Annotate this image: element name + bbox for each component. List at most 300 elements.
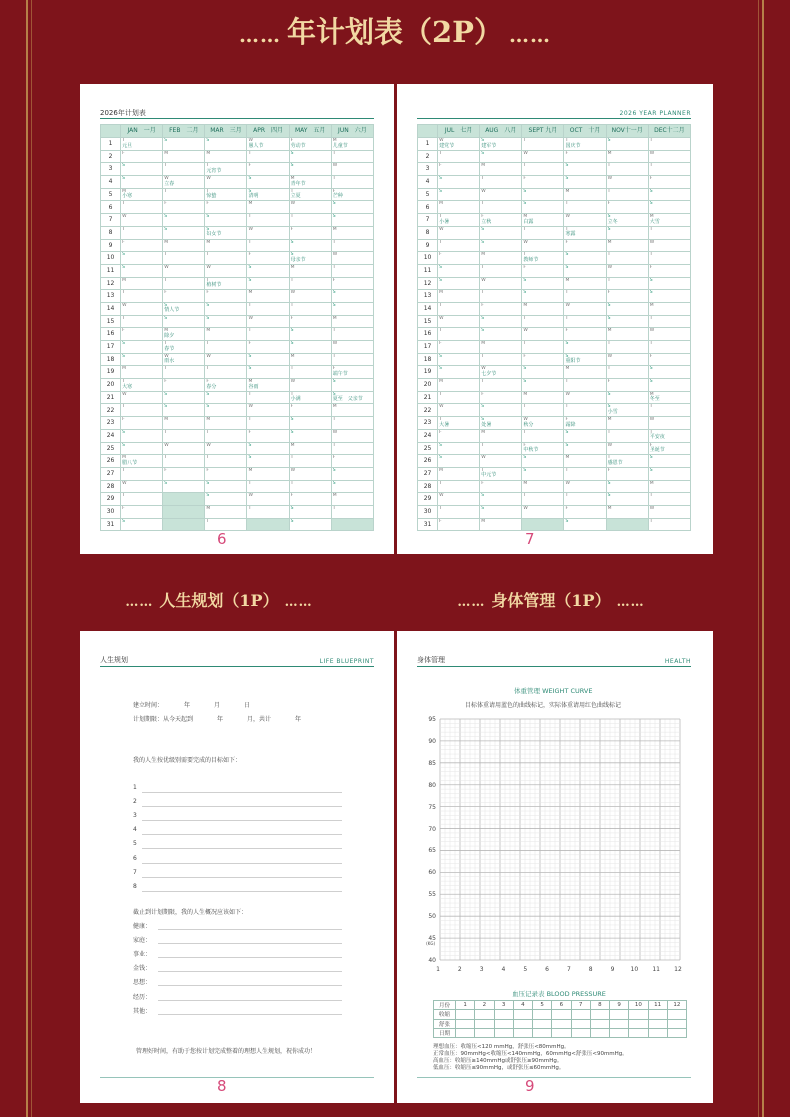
calendar-day-cell[interactable] [247,455,289,468]
calendar-day-cell[interactable] [480,455,522,468]
calendar-day-cell[interactable] [480,493,522,506]
calendar-day-cell[interactable] [121,442,163,455]
calendar-day-cell[interactable] [606,201,648,214]
calendar-day-cell[interactable] [522,315,564,328]
calendar-day-cell[interactable] [522,493,564,506]
calendar-day-cell[interactable] [564,341,606,354]
calendar-day-cell[interactable] [564,366,606,379]
calendar-day-cell[interactable] [648,417,690,430]
calendar-day-cell[interactable] [564,518,606,531]
calendar-day-cell[interactable] [289,214,331,227]
calendar-day-cell[interactable] [438,429,480,442]
calendar-day-cell[interactable] [648,455,690,468]
calendar-day-cell[interactable] [163,328,205,341]
calendar-day-cell[interactable] [163,290,205,303]
calendar-day-cell[interactable] [564,455,606,468]
calendar-day-cell[interactable] [163,302,205,315]
calendar-day-cell[interactable] [331,366,373,379]
calendar-day-cell[interactable] [564,315,606,328]
calendar-day-cell[interactable] [438,467,480,480]
calendar-day-cell[interactable] [247,353,289,366]
calendar-day-cell[interactable] [480,163,522,176]
calendar-day-cell[interactable] [522,353,564,366]
calendar-day-cell[interactable] [606,417,648,430]
calendar-day-cell[interactable] [331,239,373,252]
calendar-day-cell[interactable] [564,239,606,252]
calendar-day-cell[interactable] [648,150,690,163]
calendar-day-cell[interactable] [331,176,373,189]
calendar-day-cell[interactable] [121,404,163,417]
calendar-day-cell[interactable] [121,201,163,214]
calendar-day-cell[interactable] [606,290,648,303]
calendar-day-cell[interactable] [163,188,205,201]
calendar-day-cell[interactable] [522,455,564,468]
bp-entry-cell[interactable] [494,1028,513,1037]
calendar-day-cell[interactable] [289,290,331,303]
calendar-day-cell[interactable] [247,442,289,455]
calendar-day-cell[interactable] [564,176,606,189]
calendar-day-cell[interactable] [564,379,606,392]
calendar-day-cell[interactable] [438,480,480,493]
bp-entry-cell[interactable] [456,1010,475,1019]
calendar-day-cell[interactable] [331,328,373,341]
calendar-day-cell[interactable] [606,214,648,227]
calendar-day-cell[interactable] [205,150,247,163]
calendar-day-cell[interactable] [163,315,205,328]
calendar-day-cell[interactable] [331,264,373,277]
calendar-day-cell[interactable] [648,264,690,277]
calendar-day-cell[interactable] [522,328,564,341]
calendar-day-cell[interactable] [606,188,648,201]
calendar-day-cell[interactable] [163,239,205,252]
calendar-day-cell[interactable] [648,176,690,189]
calendar-day-cell[interactable] [247,379,289,392]
calendar-day-cell[interactable] [480,277,522,290]
calendar-day-cell[interactable] [564,290,606,303]
calendar-day-cell[interactable] [205,518,247,531]
calendar-day-cell[interactable] [289,429,331,442]
calendar-day-cell[interactable] [331,480,373,493]
calendar-day-cell[interactable] [121,455,163,468]
calendar-day-cell[interactable] [289,518,331,531]
calendar-day-cell[interactable] [438,226,480,239]
calendar-day-cell[interactable] [648,163,690,176]
calendar-day-cell[interactable] [121,277,163,290]
calendar-day-cell[interactable] [247,404,289,417]
calendar-day-cell[interactable] [205,264,247,277]
calendar-day-cell[interactable] [247,226,289,239]
calendar-day-cell[interactable] [205,315,247,328]
calendar-day-cell[interactable] [648,239,690,252]
calendar-day-cell[interactable] [289,366,331,379]
calendar-day-cell[interactable] [606,518,648,531]
calendar-day-cell[interactable] [121,417,163,430]
calendar-day-cell[interactable] [247,277,289,290]
calendar-day-cell[interactable] [331,315,373,328]
bp-entry-cell[interactable] [571,1028,590,1037]
calendar-day-cell[interactable] [648,493,690,506]
bp-entry-cell[interactable] [648,1019,667,1028]
calendar-day-cell[interactable] [289,188,331,201]
calendar-day-cell[interactable] [480,417,522,430]
calendar-day-cell[interactable] [163,493,205,506]
calendar-day-cell[interactable] [331,429,373,442]
calendar-day-cell[interactable] [163,341,205,354]
calendar-day-cell[interactable] [205,163,247,176]
calendar-day-cell[interactable] [163,429,205,442]
calendar-day-cell[interactable] [331,493,373,506]
calendar-day-cell[interactable] [438,379,480,392]
calendar-day-cell[interactable] [480,226,522,239]
calendar-day-cell[interactable] [289,252,331,265]
calendar-day-cell[interactable] [121,518,163,531]
calendar-day-cell[interactable] [121,391,163,404]
calendar-day-cell[interactable] [289,302,331,315]
calendar-day-cell[interactable] [480,315,522,328]
calendar-day-cell[interactable] [163,176,205,189]
calendar-day-cell[interactable] [121,302,163,315]
calendar-day-cell[interactable] [121,379,163,392]
calendar-day-cell[interactable] [564,505,606,518]
calendar-day-cell[interactable] [606,341,648,354]
calendar-day-cell[interactable] [438,518,480,531]
calendar-day-cell[interactable] [606,163,648,176]
calendar-day-cell[interactable] [121,328,163,341]
calendar-day-cell[interactable] [606,252,648,265]
calendar-day-cell[interactable] [121,353,163,366]
calendar-day-cell[interactable] [247,417,289,430]
calendar-day-cell[interactable] [247,341,289,354]
bp-entry-cell[interactable] [590,1010,609,1019]
calendar-day-cell[interactable] [205,290,247,303]
calendar-day-cell[interactable] [205,252,247,265]
calendar-day-cell[interactable] [163,518,205,531]
calendar-day-cell[interactable] [606,353,648,366]
bp-entry-cell[interactable] [571,1019,590,1028]
calendar-day-cell[interactable] [163,353,205,366]
calendar-day-cell[interactable] [648,277,690,290]
calendar-day-cell[interactable] [247,493,289,506]
calendar-day-cell[interactable] [289,404,331,417]
calendar-day-cell[interactable] [522,201,564,214]
calendar-day-cell[interactable] [648,391,690,404]
calendar-day-cell[interactable] [247,252,289,265]
calendar-day-cell[interactable] [121,188,163,201]
calendar-day-cell[interactable] [564,480,606,493]
calendar-day-cell[interactable] [522,518,564,531]
calendar-day-cell[interactable] [289,442,331,455]
calendar-day-cell[interactable] [247,518,289,531]
calendar-day-cell[interactable] [606,404,648,417]
calendar-day-cell[interactable] [331,404,373,417]
calendar-day-cell[interactable] [121,252,163,265]
calendar-day-cell[interactable] [438,201,480,214]
calendar-day-cell[interactable] [205,505,247,518]
calendar-day-cell[interactable] [438,302,480,315]
calendar-day-cell[interactable] [438,252,480,265]
life-aspect-line[interactable] [158,1014,342,1015]
calendar-day-cell[interactable] [163,480,205,493]
calendar-day-cell[interactable] [121,176,163,189]
calendar-day-cell[interactable] [121,467,163,480]
calendar-day-cell[interactable] [480,341,522,354]
calendar-day-cell[interactable] [522,429,564,442]
calendar-day-cell[interactable] [247,328,289,341]
calendar-day-cell[interactable] [289,163,331,176]
calendar-day-cell[interactable] [522,379,564,392]
calendar-day-cell[interactable] [606,302,648,315]
calendar-day-cell[interactable] [522,163,564,176]
calendar-day-cell[interactable] [606,176,648,189]
calendar-day-cell[interactable] [480,264,522,277]
calendar-day-cell[interactable] [205,277,247,290]
calendar-day-cell[interactable] [606,328,648,341]
calendar-day-cell[interactable] [331,467,373,480]
calendar-day-cell[interactable] [121,315,163,328]
calendar-day-cell[interactable] [564,252,606,265]
calendar-day-cell[interactable] [564,163,606,176]
calendar-day-cell[interactable] [606,315,648,328]
calendar-day-cell[interactable] [247,315,289,328]
calendar-day-cell[interactable] [480,442,522,455]
calendar-day-cell[interactable] [205,391,247,404]
calendar-day-cell[interactable] [163,226,205,239]
calendar-day-cell[interactable] [438,404,480,417]
calendar-day-cell[interactable] [564,404,606,417]
calendar-day-cell[interactable] [648,379,690,392]
calendar-day-cell[interactable] [289,328,331,341]
calendar-day-cell[interactable] [331,353,373,366]
calendar-day-cell[interactable] [438,264,480,277]
calendar-day-cell[interactable] [564,467,606,480]
calendar-day-cell[interactable] [522,302,564,315]
calendar-day-cell[interactable] [289,150,331,163]
calendar-day-cell[interactable] [121,480,163,493]
bp-entry-cell[interactable] [648,1028,667,1037]
calendar-day-cell[interactable] [205,188,247,201]
calendar-day-cell[interactable] [331,442,373,455]
calendar-day-cell[interactable] [438,455,480,468]
life-aspect-line[interactable] [158,985,342,986]
life-aspect-line[interactable] [158,957,342,958]
calendar-day-cell[interactable] [331,341,373,354]
calendar-day-cell[interactable] [205,239,247,252]
calendar-day-cell[interactable] [480,366,522,379]
calendar-day-cell[interactable] [564,150,606,163]
calendar-day-cell[interactable] [289,480,331,493]
bp-entry-cell[interactable] [610,1010,629,1019]
calendar-day-cell[interactable] [205,176,247,189]
calendar-day-cell[interactable] [247,163,289,176]
calendar-day-cell[interactable] [121,366,163,379]
calendar-day-cell[interactable] [480,505,522,518]
goal-line[interactable] [142,820,342,821]
calendar-day-cell[interactable] [205,328,247,341]
calendar-day-cell[interactable] [205,379,247,392]
bp-entry-cell[interactable] [475,1019,494,1028]
calendar-day-cell[interactable] [564,201,606,214]
calendar-day-cell[interactable] [480,214,522,227]
calendar-day-cell[interactable] [606,379,648,392]
life-aspect-line[interactable] [158,943,342,944]
calendar-day-cell[interactable] [522,290,564,303]
calendar-day-cell[interactable] [648,353,690,366]
calendar-day-cell[interactable] [163,455,205,468]
calendar-day-cell[interactable] [564,417,606,430]
calendar-day-cell[interactable] [331,163,373,176]
calendar-day-cell[interactable] [522,480,564,493]
calendar-day-cell[interactable] [480,353,522,366]
calendar-day-cell[interactable] [648,328,690,341]
calendar-day-cell[interactable] [331,455,373,468]
bp-entry-cell[interactable] [590,1028,609,1037]
calendar-day-cell[interactable] [247,429,289,442]
calendar-day-cell[interactable] [205,480,247,493]
calendar-day-cell[interactable] [205,417,247,430]
calendar-day-cell[interactable] [648,252,690,265]
calendar-day-cell[interactable] [331,188,373,201]
calendar-day-cell[interactable] [247,467,289,480]
calendar-day-cell[interactable] [606,150,648,163]
calendar-day-cell[interactable] [522,176,564,189]
calendar-day-cell[interactable] [480,518,522,531]
calendar-day-cell[interactable] [289,239,331,252]
calendar-day-cell[interactable] [522,239,564,252]
calendar-day-cell[interactable] [331,417,373,430]
calendar-day-cell[interactable] [648,201,690,214]
calendar-day-cell[interactable] [289,505,331,518]
calendar-day-cell[interactable] [522,214,564,227]
goal-line[interactable] [142,834,342,835]
calendar-day-cell[interactable] [606,226,648,239]
bp-entry-cell[interactable] [552,1010,571,1019]
calendar-day-cell[interactable] [522,366,564,379]
calendar-day-cell[interactable] [522,391,564,404]
calendar-day-cell[interactable] [438,214,480,227]
bp-entry-cell[interactable] [667,1010,686,1019]
calendar-day-cell[interactable] [438,138,480,151]
calendar-day-cell[interactable] [163,442,205,455]
calendar-day-cell[interactable] [648,302,690,315]
calendar-day-cell[interactable] [205,455,247,468]
bp-entry-cell[interactable] [533,1019,552,1028]
calendar-day-cell[interactable] [331,226,373,239]
calendar-day-cell[interactable] [205,226,247,239]
calendar-day-cell[interactable] [163,505,205,518]
calendar-day-cell[interactable] [522,341,564,354]
calendar-day-cell[interactable] [163,366,205,379]
life-aspect-line[interactable] [158,971,342,972]
calendar-day-cell[interactable] [606,366,648,379]
calendar-day-cell[interactable] [247,138,289,151]
calendar-day-cell[interactable] [480,252,522,265]
calendar-day-cell[interactable] [648,467,690,480]
bp-entry-cell[interactable] [648,1010,667,1019]
calendar-day-cell[interactable] [522,138,564,151]
calendar-day-cell[interactable] [564,214,606,227]
goal-line[interactable] [142,863,342,864]
calendar-day-cell[interactable] [205,353,247,366]
calendar-day-cell[interactable] [438,277,480,290]
calendar-day-cell[interactable] [121,239,163,252]
calendar-day-cell[interactable] [331,505,373,518]
calendar-day-cell[interactable] [438,353,480,366]
calendar-day-cell[interactable] [247,201,289,214]
calendar-day-cell[interactable] [438,341,480,354]
calendar-day-cell[interactable] [564,138,606,151]
goal-line[interactable] [142,848,342,849]
calendar-day-cell[interactable] [480,188,522,201]
life-aspect-line[interactable] [158,929,342,930]
bp-entry-cell[interactable] [513,1019,532,1028]
life-aspect-line[interactable] [158,1000,342,1001]
calendar-day-cell[interactable] [522,264,564,277]
calendar-day-cell[interactable] [121,163,163,176]
calendar-day-cell[interactable] [438,417,480,430]
calendar-day-cell[interactable] [247,176,289,189]
calendar-day-cell[interactable] [522,505,564,518]
calendar-day-cell[interactable] [163,467,205,480]
calendar-day-cell[interactable] [606,429,648,442]
calendar-day-cell[interactable] [121,214,163,227]
calendar-day-cell[interactable] [522,252,564,265]
bp-entry-cell[interactable] [513,1010,532,1019]
bp-entry-cell[interactable] [475,1028,494,1037]
bp-entry-cell[interactable] [590,1019,609,1028]
calendar-day-cell[interactable] [606,480,648,493]
calendar-day-cell[interactable] [522,277,564,290]
bp-entry-cell[interactable] [456,1019,475,1028]
calendar-day-cell[interactable] [480,404,522,417]
bp-entry-cell[interactable] [629,1010,648,1019]
bp-entry-cell[interactable] [533,1010,552,1019]
calendar-day-cell[interactable] [564,264,606,277]
calendar-day-cell[interactable] [289,176,331,189]
bp-entry-cell[interactable] [494,1010,513,1019]
calendar-day-cell[interactable] [438,163,480,176]
calendar-day-cell[interactable] [121,264,163,277]
calendar-day-cell[interactable] [163,391,205,404]
calendar-day-cell[interactable] [205,467,247,480]
calendar-day-cell[interactable] [438,328,480,341]
bp-entry-cell[interactable] [629,1019,648,1028]
calendar-day-cell[interactable] [289,138,331,151]
calendar-day-cell[interactable] [480,328,522,341]
calendar-day-cell[interactable] [480,467,522,480]
calendar-day-cell[interactable] [606,277,648,290]
bp-entry-cell[interactable] [629,1028,648,1037]
calendar-day-cell[interactable] [289,467,331,480]
calendar-day-cell[interactable] [205,138,247,151]
calendar-day-cell[interactable] [331,252,373,265]
calendar-day-cell[interactable] [522,188,564,201]
calendar-day-cell[interactable] [205,214,247,227]
calendar-day-cell[interactable] [121,150,163,163]
calendar-day-cell[interactable] [247,366,289,379]
calendar-day-cell[interactable] [438,391,480,404]
calendar-day-cell[interactable] [247,505,289,518]
calendar-day-cell[interactable] [163,417,205,430]
calendar-day-cell[interactable] [205,429,247,442]
calendar-day-cell[interactable] [247,480,289,493]
calendar-day-cell[interactable] [606,391,648,404]
calendar-day-cell[interactable] [163,150,205,163]
calendar-day-cell[interactable] [247,391,289,404]
bp-entry-cell[interactable] [552,1028,571,1037]
calendar-day-cell[interactable] [438,188,480,201]
calendar-day-cell[interactable] [289,493,331,506]
calendar-day-cell[interactable] [121,341,163,354]
